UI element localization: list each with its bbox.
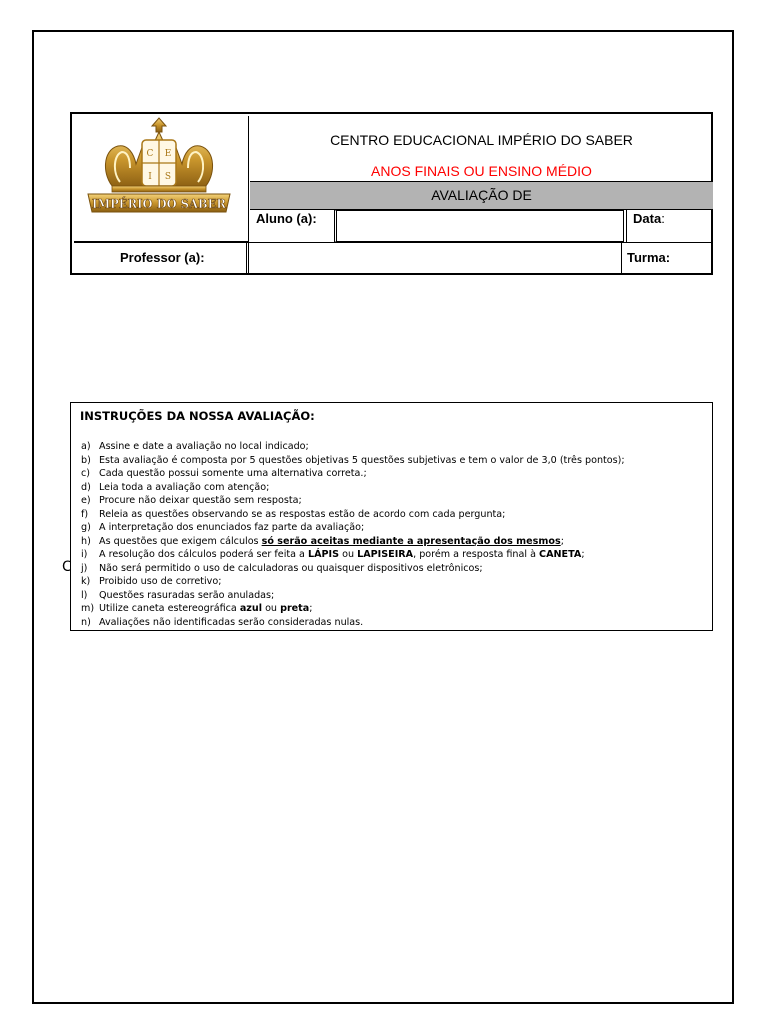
item-text: Questões rasuradas serão anuladas; <box>99 589 275 601</box>
item-letter: h) <box>81 535 91 547</box>
logo-text: IMPÉRIO DO SABER <box>92 197 232 211</box>
item-text: Leia toda a avaliação com atenção; <box>99 481 270 493</box>
item-text-pre: Utilize caneta estereográfica <box>99 603 240 614</box>
list-item <box>81 481 625 495</box>
item-letter: g) <box>81 522 91 533</box>
item-letter: k) <box>81 576 91 587</box>
teacher-field-divider <box>246 242 249 275</box>
list-item <box>81 521 625 535</box>
date-label: Data <box>633 211 662 226</box>
class-label: Turma: <box>627 250 671 265</box>
item-bold-caneta: CANETA <box>539 549 582 560</box>
instructions-box <box>70 402 713 631</box>
education-level: ANOS FINAIS OU ENSINO MÉDIO <box>371 163 592 179</box>
list-item <box>81 548 625 562</box>
item-letter: c) <box>81 468 91 479</box>
item-bold-lapiseira: LAPISEIRA <box>357 549 414 560</box>
list-item <box>81 440 625 454</box>
list-item <box>81 508 625 522</box>
exam-header <box>70 112 713 275</box>
item-text: Avaliações não identificadas serão consideradas nulas. <box>99 616 364 628</box>
item-text-post: ; <box>309 603 313 614</box>
item-letter: e) <box>81 495 91 506</box>
item-text: Esta avaliação é composta por 5 questões objetivas 5 questões subjetivas e tem o valor de 3,0 (três pontos); <box>99 454 625 466</box>
item-text: Cada questão possui somente uma alternativa correta.; <box>99 468 367 479</box>
instructions-title: INSTRUÇÕES DA NOSSA AVALIAÇÃO: <box>80 409 315 423</box>
instructions-list <box>81 440 625 629</box>
item-text: Proibido uso de corretivo; <box>99 576 222 587</box>
item-bold-preta: preta <box>280 603 310 614</box>
class-divider <box>621 242 622 275</box>
item-letter: b) <box>81 454 91 466</box>
student-field[interactable] <box>334 210 624 242</box>
student-label: Aluno (a): <box>256 211 317 226</box>
item-text-mid: , porém a resposta final à <box>413 549 540 560</box>
list-item <box>81 454 625 468</box>
item-text-pre: A resolução dos cálculos poderá ser feita a <box>99 549 308 560</box>
item-letter: a) <box>81 441 91 452</box>
list-item <box>81 535 625 549</box>
item-text-post: ; <box>581 549 585 560</box>
item-letter: f) <box>81 508 89 520</box>
item-text-mid: ou <box>339 549 358 560</box>
item-text: A interpretação dos enunciados faz parte da avaliação; <box>99 522 365 533</box>
teacher-label: Professor (a): <box>120 250 205 265</box>
logo-letter-i: I <box>148 172 152 182</box>
item-text-emphasis: só serão aceitas mediante a apresentação dos mesmos <box>261 535 561 547</box>
item-letter: n) <box>81 616 91 628</box>
list-item <box>81 602 625 616</box>
item-letter: j) <box>81 562 88 574</box>
date-label-wrap <box>633 211 665 226</box>
item-text: Assine e date a avaliação no local indicado; <box>99 441 309 452</box>
date-colon: : <box>661 211 665 226</box>
item-letter: l) <box>81 589 88 601</box>
list-item <box>81 589 625 603</box>
stray-character: C <box>62 559 72 575</box>
list-item <box>81 494 625 508</box>
crown-logo-icon <box>84 116 234 216</box>
list-item <box>81 616 625 630</box>
list-item <box>81 467 625 481</box>
logo-letter-c: C <box>146 149 154 159</box>
logo-letter-e: E <box>164 149 172 159</box>
evaluation-title: AVALIAÇÃO DE <box>250 181 713 210</box>
item-text-post: ; <box>560 535 564 547</box>
item-text-pre: As questões que exigem cálculos <box>99 535 262 547</box>
list-item <box>81 562 625 576</box>
item-text: Não será permitido o uso de calculadoras ou quaisquer dispositivos eletrônicos; <box>99 562 483 574</box>
item-letter: m) <box>81 603 95 614</box>
item-letter: d) <box>81 481 91 493</box>
school-name: CENTRO EDUCACIONAL IMPÉRIO DO SABER <box>330 132 633 148</box>
item-text: Releia as questões observando se as respostas estão de acordo com cada pergunta; <box>99 508 506 520</box>
item-letter: i) <box>81 549 88 560</box>
item-text: Procure não deixar questão sem resposta; <box>99 495 302 506</box>
item-bold-lapis: LÁPIS <box>307 549 340 560</box>
item-bold-azul: azul <box>239 603 263 614</box>
logo-letter-s: S <box>164 172 172 182</box>
item-text-mid: ou <box>262 603 281 614</box>
list-item <box>81 575 625 589</box>
logo-cell <box>74 116 249 242</box>
